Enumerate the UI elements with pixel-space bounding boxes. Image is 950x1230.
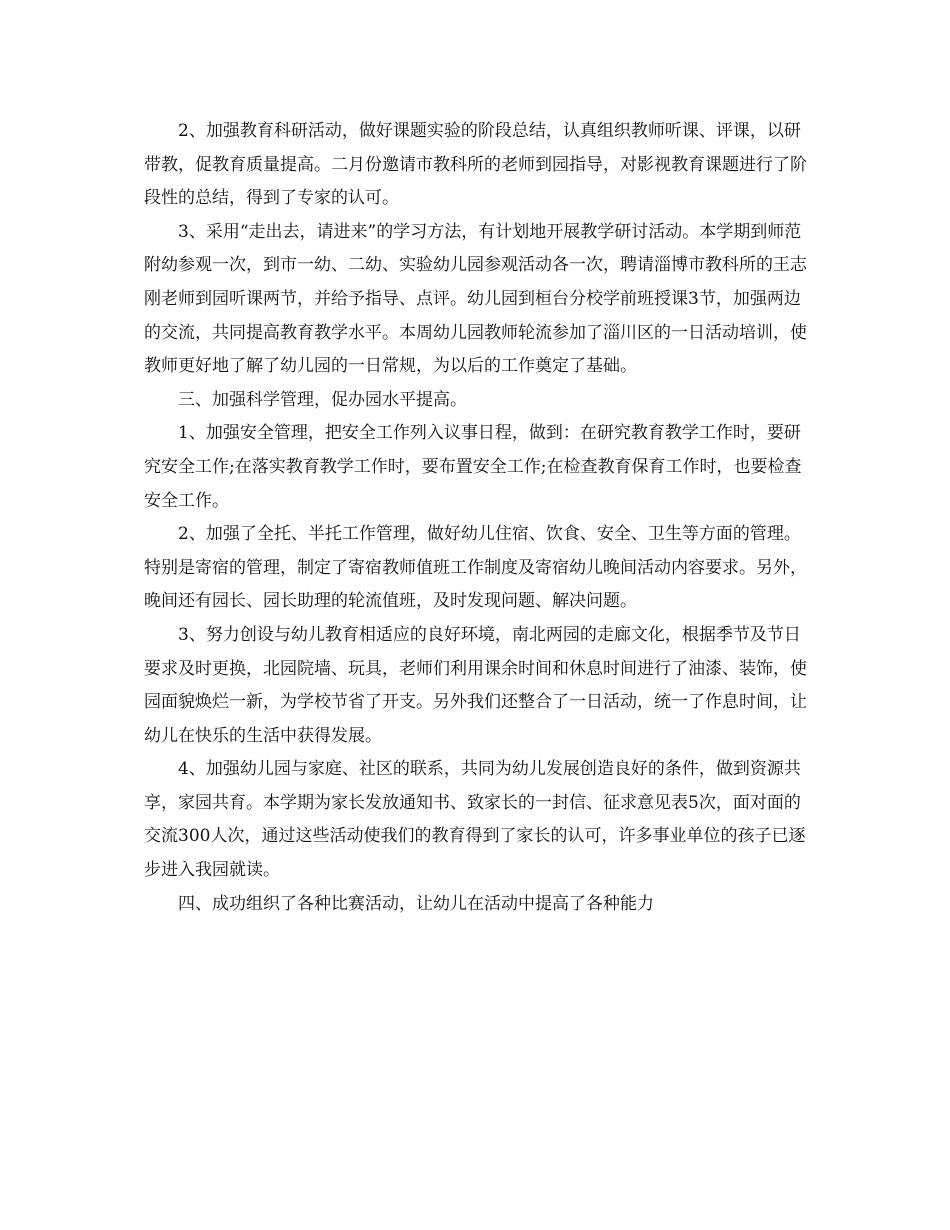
paragraph-research-activities: 2、加强教育科研活动，做好课题实验的阶段总结，认真组织教师听课、评课，以研带教，促教育质量提高。二月份邀请市教科所的老师到园指导，对影视教育课题进行了阶段性的总结，得到了专家的认可。 [144, 121, 807, 209]
section-heading-management: 三、加强科学管理，促办园水平提高。 [178, 389, 467, 410]
document-body [144, 115, 814, 921]
paragraph-safety-management: 1、加强安全管理，把安全工作列入议事日程，做到：在研究教育教学工作时，要研究安全工作;在落实教育教学工作时，要布置安全工作;在检查教育保育工作时，也要检查安全工作。 [144, 423, 802, 511]
paragraph-environment: 3、努力创设与幼儿教育相适应的良好环境，南北两园的走廊文化，根据季节及节日要求及时更换，北园院墙、玩具，老师们利用课余时间和休息时间进行了油漆、装饰，使园面貌焕烂一新，为学校节省了开支。另外我们还整合了一日活动，统一了作息时间，让幼儿在快乐的生活中获得发展。 [144, 624, 807, 746]
paragraph-learning-method: 3、采用“走出去，请进来”的学习方法，有计划地开展教学研讨活动。本学期到师范附幼参观一次，到市一幼、二幼、实验幼儿园参观活动各一次，聘请淄博市教科所的王志刚老师到园听课两节，并给予指导、点评。幼儿园到桓台分校学前班授课3节，加强两边的交流，共同提高教育教学水平。本周幼儿园教师轮流参加了淄川区的一日活动培训，使教师更好地了解了幼儿园的一日常规，为以后的工作奠定了基础。 [144, 221, 807, 377]
paragraph-boarding-management: 2、加强了全托、半托工作管理，做好幼儿住宿、饮食、安全、卫生等方面的管理。特别是寄宿的管理，制定了寄宿教师值班工作制度及寄宿幼儿晚间活动内容要求。另外，晚间还有园长、园长助理的轮流值班，及时发现问题、解决问题。 [144, 524, 807, 612]
section-heading-competitions: 四、成功组织了各种比赛活动，让幼儿在活动中提高了各种能力 [178, 893, 654, 914]
paragraph-family-community: 4、加强幼儿园与家庭、社区的联系，共同为幼儿发展创造良好的条件，做到资源共享，家园共育。本学期为家长发放通知书、致家长的一封信、征求意见表5次，面对面的交流300人次，通过这些活动使我们的教育得到了家长的认可，许多事业单位的孩子已逐步进入我园就读。 [144, 759, 806, 881]
